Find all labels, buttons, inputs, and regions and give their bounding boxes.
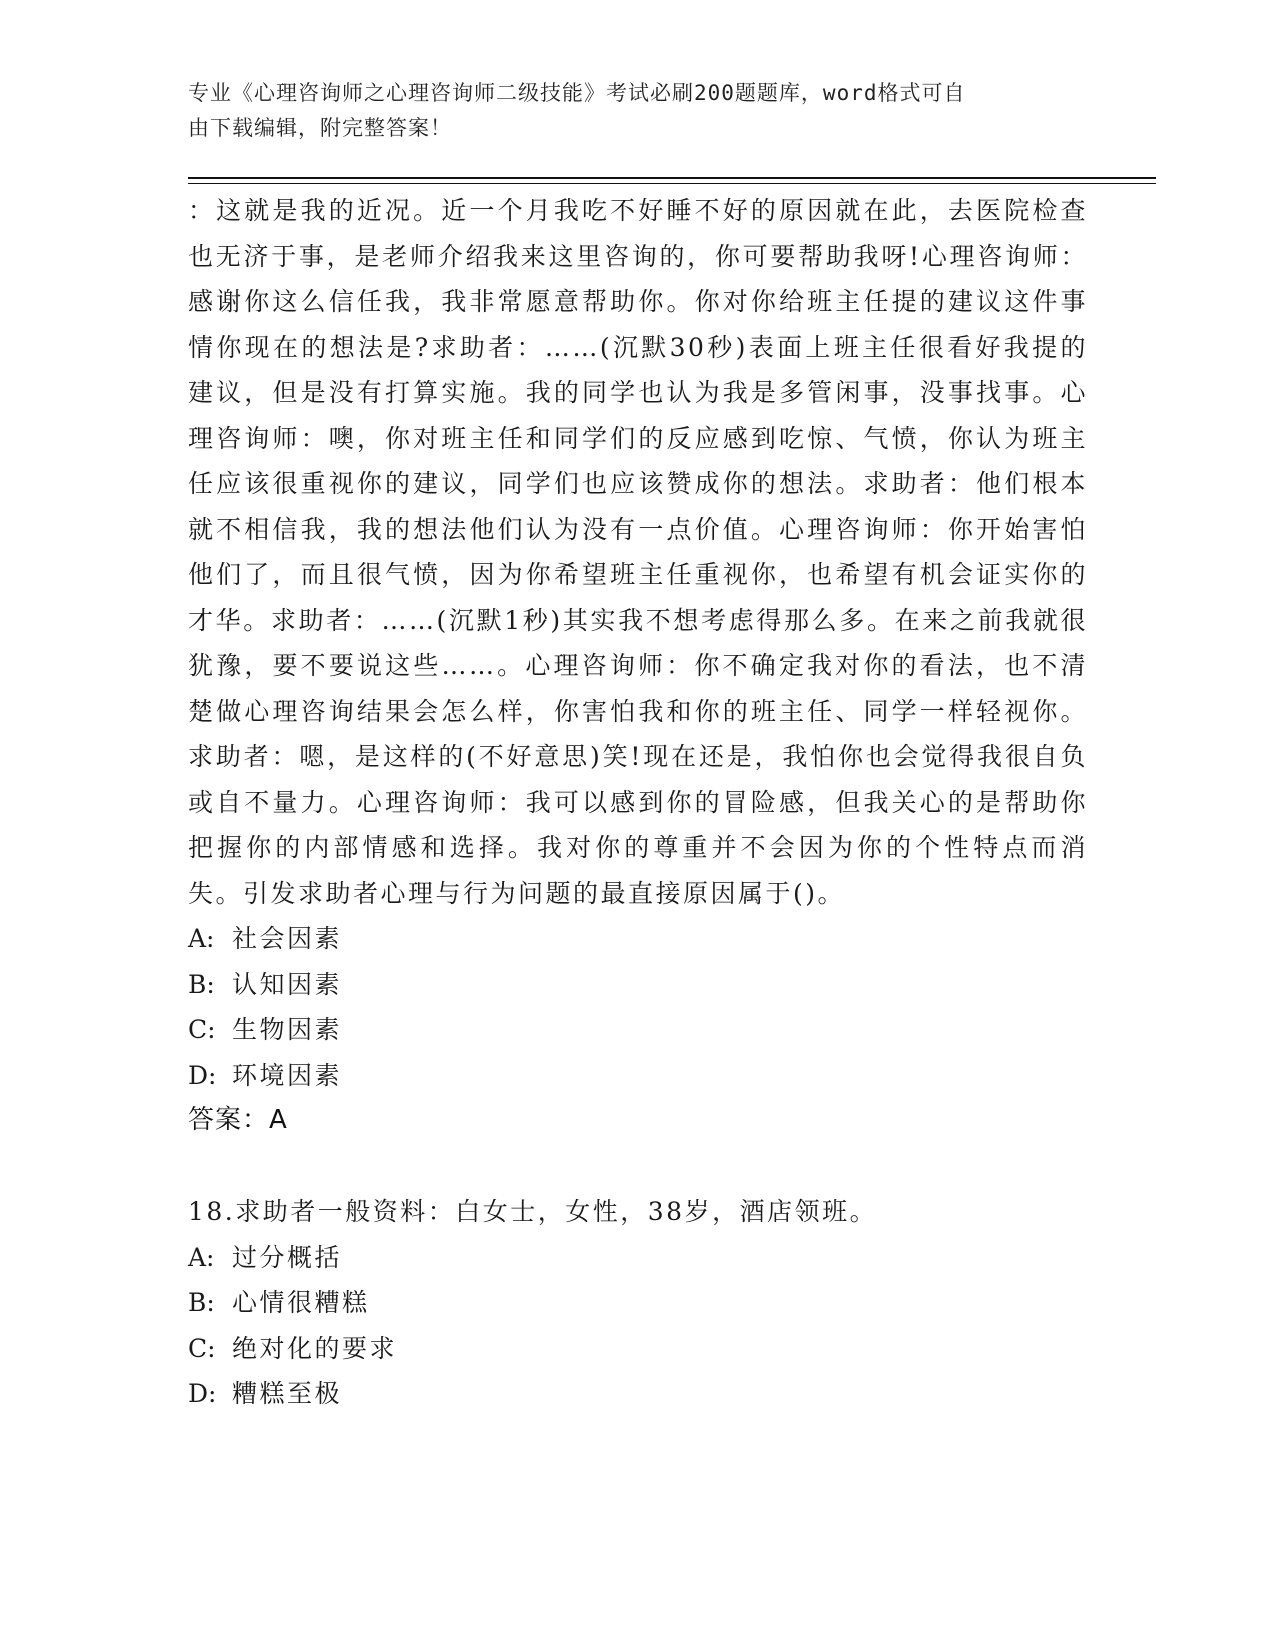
option-text: 生物因素 — [232, 1015, 343, 1044]
question-spacer — [188, 1144, 1088, 1190]
header-title-line-2: 由下载编辑，附完整答案！ — [188, 116, 452, 140]
question-18 — [188, 1189, 1088, 1417]
option-text: 绝对化的要求 — [232, 1333, 398, 1363]
option-letter: B: — [188, 969, 215, 999]
option-letter: D: — [188, 1060, 217, 1090]
question-17 — [188, 188, 1088, 1144]
option-text: 过分概括 — [232, 1242, 343, 1272]
option-c — [188, 1326, 1088, 1372]
option-d — [188, 1371, 1088, 1417]
option-a — [188, 916, 1088, 962]
document-header — [188, 76, 1068, 146]
option-text: 糟糕至极 — [232, 1379, 343, 1408]
option-text: 心情很糟糕 — [232, 1288, 370, 1317]
option-text: 社会因素 — [232, 924, 343, 953]
option-b — [188, 1280, 1088, 1326]
answer-line: 答案：A — [188, 1105, 288, 1135]
question-stem: 18.求助者一般资料：白女士，女性，38岁，酒店领班。 — [188, 1197, 878, 1226]
option-letter: C: — [188, 1015, 216, 1044]
option-letter: A: — [188, 924, 215, 953]
header-divider-thick — [188, 177, 1156, 179]
option-letter: D: — [188, 1379, 217, 1408]
option-letter: A: — [188, 1242, 215, 1272]
option-c — [188, 1007, 1088, 1053]
question-passage: ：这就是我的近况。近一个月我吃不好睡不好的原因就在此，去医院检查也无济于事，是老师介绍我来这里咨询的，你可要帮助我呀!心理咨询师：感谢你这么信任我，我非常愿意帮助你。你对你给班主任提的建议这件事情你现在的想法是?求助者：……(沉默30秒)表面上班主任很看好我提的建议，但是没有打算实施。我的同学也认为我是多管闲事，没事找事。心理咨询师：噢，你对班主任和同学们的反应感到吃惊、气愤，你认为班主任应该很重视你的建议，同学们也应该赞成你的想法。求助者：他们根本就不相信我，我的想法他们认为没有一点价值。心理咨询师：你开始害怕他们了，而且很气愤，因为你希望班主任重视你，也希望有机会证实你的才华。求助者：……(沉默1秒)其实我不想考虑得那么多。在来之前我就很犹豫，要不要说这些……。心理咨询师：你不确定我对你的看法，也不清楚做心理咨询结果会怎么样，你害怕我和你的班主任、同学一样轻视你。求助者：嗯，是这样的(不好意思)笑!现在还是，我怕你也会觉得我很自负或自不量力。心理咨询师：我可以感到你的冒险感，但我关心的是帮助你把握你的内部情感和选择。我对你的尊重并不会因为你的个性特点而消失。引发求助者心理与行为问题的最直接原因属于()。 — [188, 196, 1088, 908]
option-letter: B: — [188, 1288, 215, 1317]
option-letter: C: — [188, 1333, 216, 1363]
option-text: 认知因素 — [232, 969, 343, 999]
option-a — [188, 1235, 1088, 1281]
header-title-line-1: 专业《心理咨询师之心理咨询师二级技能》考试必刷200题题库，word格式可自 — [188, 81, 966, 105]
page-content — [188, 188, 1088, 1417]
option-d — [188, 1053, 1088, 1099]
option-b — [188, 962, 1088, 1008]
option-text: 环境因素 — [232, 1060, 343, 1090]
header-divider-thin — [188, 183, 1156, 184]
